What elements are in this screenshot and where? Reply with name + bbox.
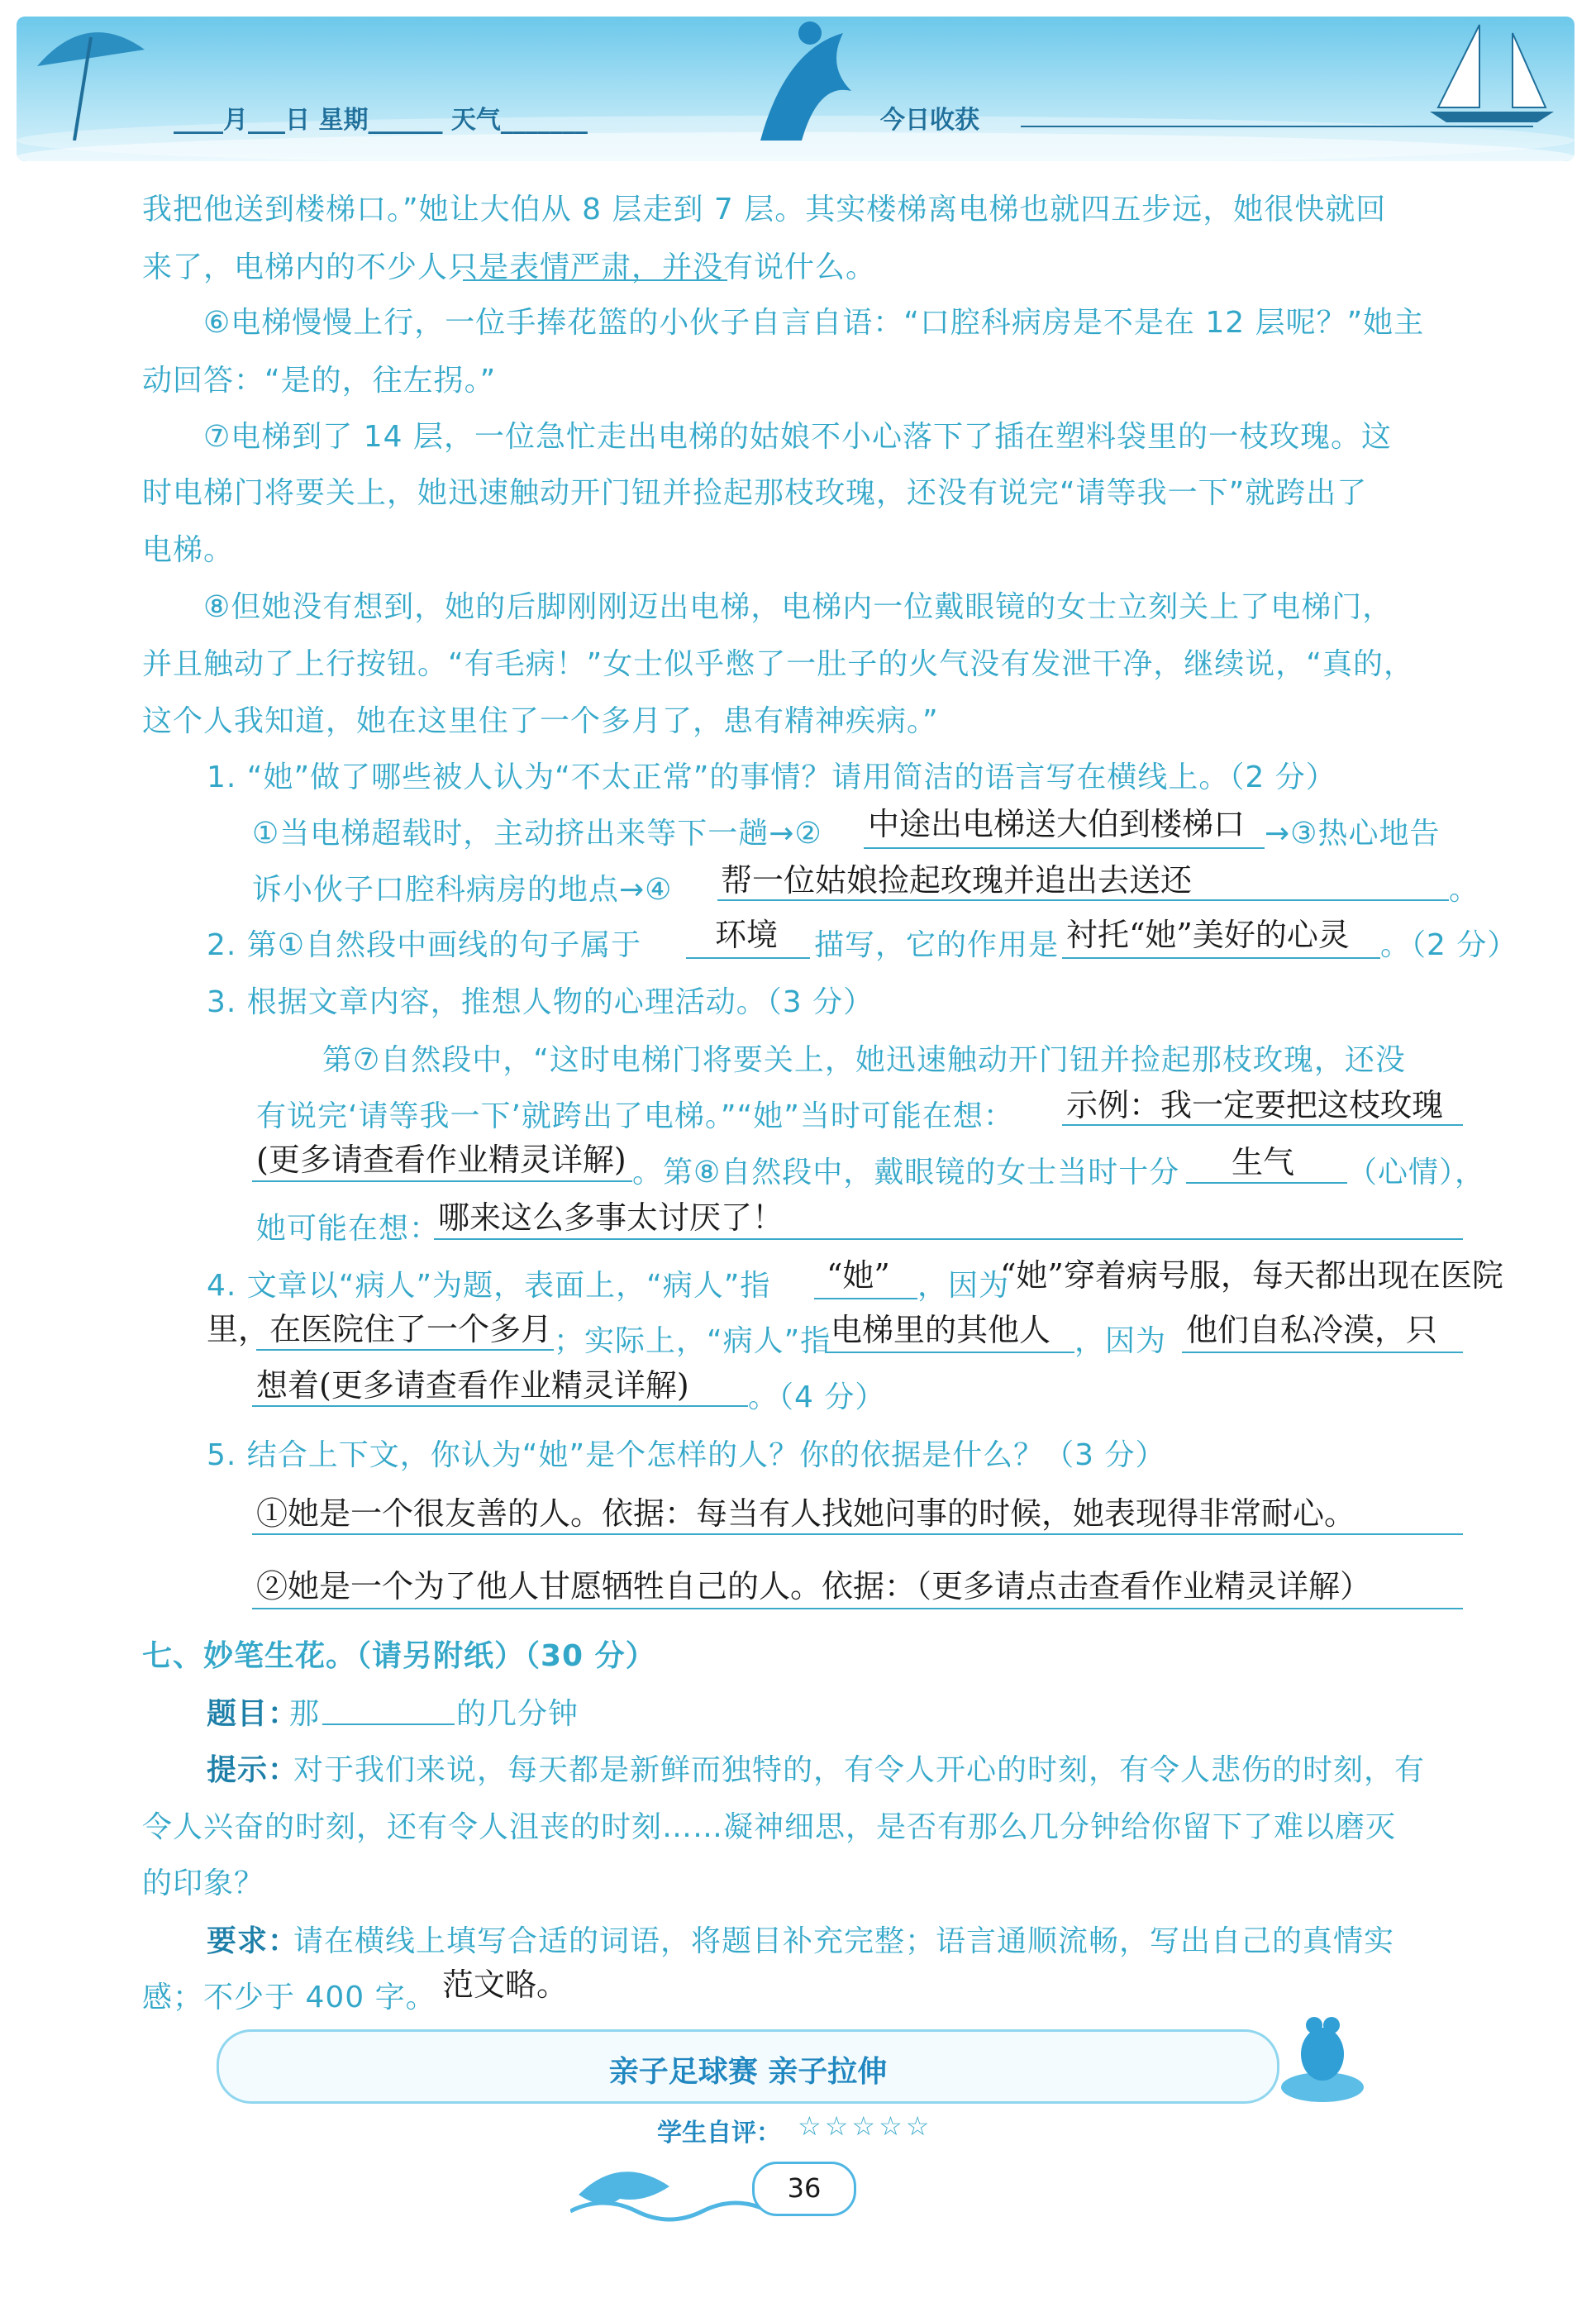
answer-line xyxy=(434,1238,1463,1240)
q3-line1: 第⑦自然段中，“这时电梯门将要关上，她迅速触动开门钮并捡起那枝玫瑰，还没 xyxy=(322,1043,1406,1077)
harvest-label: 今日收获 xyxy=(880,106,979,135)
topic-blank-line xyxy=(322,1723,455,1725)
answer-line xyxy=(1062,957,1380,959)
passage-line: 动回答：“是的，往左拐。” xyxy=(142,364,497,398)
passage-line: ⑧但她没有想到，她的后脚刚刚迈出电梯，电梯内一位戴眼镜的女士立刻关上了电梯门， xyxy=(203,590,1394,624)
beach-umbrella-icon xyxy=(29,17,153,141)
harvest-line xyxy=(1021,126,1533,127)
question-2-prompt: 2. 第①自然段中画线的句子属于 xyxy=(207,928,642,962)
passage-line: 这个人我知道，她在这里住了一个多月了，患有精神疾病。” xyxy=(142,704,939,738)
question-4-prompt: 4. 文章以“病人”为题，表面上，“病人”指 xyxy=(207,1269,771,1303)
passage-line: ⑥电梯慢慢上行，一位手捧花篮的小伙子自言自语：“口腔科病房是不是在 12 层呢？”她主 xyxy=(203,306,1425,340)
q4-answer-a: “她” xyxy=(827,1257,890,1294)
q4-mid-text: ，因为 xyxy=(917,1269,1010,1303)
activity-banner xyxy=(217,2029,1279,2104)
passage-line: 时电梯门将要关上，她迅速触动开门钮并捡起那枝玫瑰，还没有说完“请等我一下”就跨出了 xyxy=(142,476,1368,510)
answer-line xyxy=(256,1349,554,1351)
answer-line xyxy=(1186,1182,1347,1184)
question-1-prompt: 1. “她”做了哪些被人认为“不太正常”的事情？请用简洁的语言写在横线上。（2 分） xyxy=(207,760,1336,794)
answer-line xyxy=(252,1533,1463,1535)
q4-answer-c: 电梯里的其他人 xyxy=(831,1312,1051,1348)
frog-icon xyxy=(1277,2000,1368,2108)
dolphin-waves-icon xyxy=(570,2145,769,2224)
q3-line4: 她可能在想： xyxy=(256,1212,441,1246)
page-number: 36 xyxy=(787,2172,822,2204)
question-3-prompt: 3. 根据文章内容，推想人物的心理活动。（3 分） xyxy=(207,985,874,1019)
q1-answer-4: 帮一位姑娘捡起玫瑰并追出去送还 xyxy=(721,862,1193,899)
q1-line2-end: 。 xyxy=(1449,873,1480,907)
q2-post-text: 。（2 分） xyxy=(1380,928,1518,962)
topic-post: 的几分钟 xyxy=(456,1697,579,1731)
passage-line: 来了，电梯内的不少人只是表情严肃，并没有说什么。 xyxy=(142,250,877,284)
self-eval-stars: ☆☆☆☆☆ xyxy=(798,2110,933,2142)
topic-label: 题目： xyxy=(207,1697,299,1731)
answer-line xyxy=(814,1298,917,1299)
q1-answer-2: 中途出电梯送大伯到楼梯口 xyxy=(868,806,1246,842)
answer-line xyxy=(252,1180,632,1182)
answer-line xyxy=(864,847,1265,849)
sailboat-icon xyxy=(1422,17,1562,132)
answer-line xyxy=(717,899,1449,901)
answer-line xyxy=(252,1405,748,1407)
q3-line3: 。第⑧自然段中，戴眼镜的女士当时十分 xyxy=(632,1156,1180,1189)
underline-mark xyxy=(463,279,727,281)
q2-mid-text: 描写，它的作用是 xyxy=(814,928,1060,962)
q2-answer-b: 衬托“她”美好的心灵 xyxy=(1066,917,1350,953)
activity-banner-text: 亲子足球赛 亲子拉伸 xyxy=(608,2055,888,2089)
q4-answer-b: “她”穿着病号服，每天都出现在医院 xyxy=(1000,1257,1503,1294)
q3-answer-a-continued: (更多请查看作业精灵详解) xyxy=(256,1142,626,1178)
q4-answer-d-continued: 想着(更多请查看作业精灵详解) xyxy=(256,1367,689,1404)
q5-answer-2: ②她是一个为了他人甘愿牺牲自己的人。依据：（更多请点击查看作业精灵详解） xyxy=(256,1568,1372,1604)
q1-line2-text: 诉小伙子口腔科病房的地点→④ xyxy=(252,873,673,907)
hint-line: 对于我们来说，每天都是新鲜而独特的，有令人开心的时刻，有令人悲伤的时刻，有 xyxy=(293,1753,1426,1787)
hint-label: 提示： xyxy=(207,1753,299,1787)
passage-line: 我把他送到楼梯口。”她让大伯从 8 层走到 7 层。其实楼梯离电梯也就四五步远，她很快就回 xyxy=(142,193,1387,226)
answer-line xyxy=(827,1352,1074,1353)
q1-line1-text: ①当电梯超载时，主动挤出来等下一趟→② xyxy=(252,817,822,851)
requirement-line: 请在横线上填写合适的词语，将题目补充完整；语言通顺流畅，写出自己的真情实 xyxy=(293,1924,1395,1958)
section-7-heading: 七、妙笔生花。（请另附纸）（30 分） xyxy=(142,1639,656,1673)
q4-answer-b-continued: 里，在医院住了一个多月 xyxy=(207,1311,553,1347)
q5-answer-1: ①她是一个很友善的人。依据：每当有人找她问事的时候，她表现得非常耐心。 xyxy=(256,1495,1356,1532)
answer-line xyxy=(686,957,810,959)
date-line: ____月___日 星期______ 天气_______ xyxy=(174,106,588,135)
hint-line: 令人兴奋的时刻，还有令人沮丧的时刻……凝神细思，是否有那么几分钟给你留下了难以磨灭 xyxy=(142,1810,1397,1844)
q3-line2: 有说完‘请等我一下’就跨出了电梯。”“她”当时可能在想： xyxy=(256,1099,1014,1133)
passage-line: 电梯。 xyxy=(142,533,235,567)
q4-post-text: 。（4 分） xyxy=(748,1380,886,1414)
q3-line3-end: （心情）， xyxy=(1347,1156,1486,1189)
answer-line xyxy=(1182,1352,1463,1353)
page-number-badge xyxy=(752,2162,856,2216)
q4-answer-d: 他们自私冷漠，只 xyxy=(1186,1312,1438,1348)
requirement-label: 要求： xyxy=(207,1924,299,1958)
q3-answer-a: 示例：我一定要把这枝玫瑰 xyxy=(1066,1087,1444,1123)
answer-line xyxy=(252,1608,1463,1609)
passage-line: ⑦电梯到了 14 层，一位急忙走出电梯的姑娘不小心落下了插在塑料袋里的一枝玫瑰。这 xyxy=(203,420,1392,454)
passage-line: 并且触动了上行按钮。“有毛病！”女士似乎憋了一肚子的火气没有发泄干净，继续说，“真的， xyxy=(142,647,1414,681)
q2-answer-a: 环境 xyxy=(715,917,779,953)
q1-line1-post: →③热心地告 xyxy=(1265,817,1441,851)
requirement-line: 感；不少于 400 字。 xyxy=(142,1981,436,2014)
q3-answer-c: 哪来这么多事太讨厌了！ xyxy=(438,1199,784,1236)
topic-pre: 那 xyxy=(289,1697,321,1731)
hint-line: 的印象？ xyxy=(142,1866,265,1900)
self-eval-label: 学生自评： xyxy=(657,2119,781,2148)
dolphin-icon xyxy=(727,17,893,161)
question-5-prompt: 5. 结合上下文，你认为“她”是个怎样的人？你的依据是什么？（3 分） xyxy=(207,1438,1166,1472)
essay-answer: 范文略。 xyxy=(442,1967,569,2003)
q3-answer-b: 生气 xyxy=(1232,1144,1295,1180)
q4-mid3-text: ，因为 xyxy=(1074,1324,1167,1358)
page-header-banner xyxy=(17,17,1575,161)
answer-line xyxy=(1062,1124,1463,1126)
q4-mid2-text: ；实际上，“病人”指 xyxy=(554,1324,831,1358)
